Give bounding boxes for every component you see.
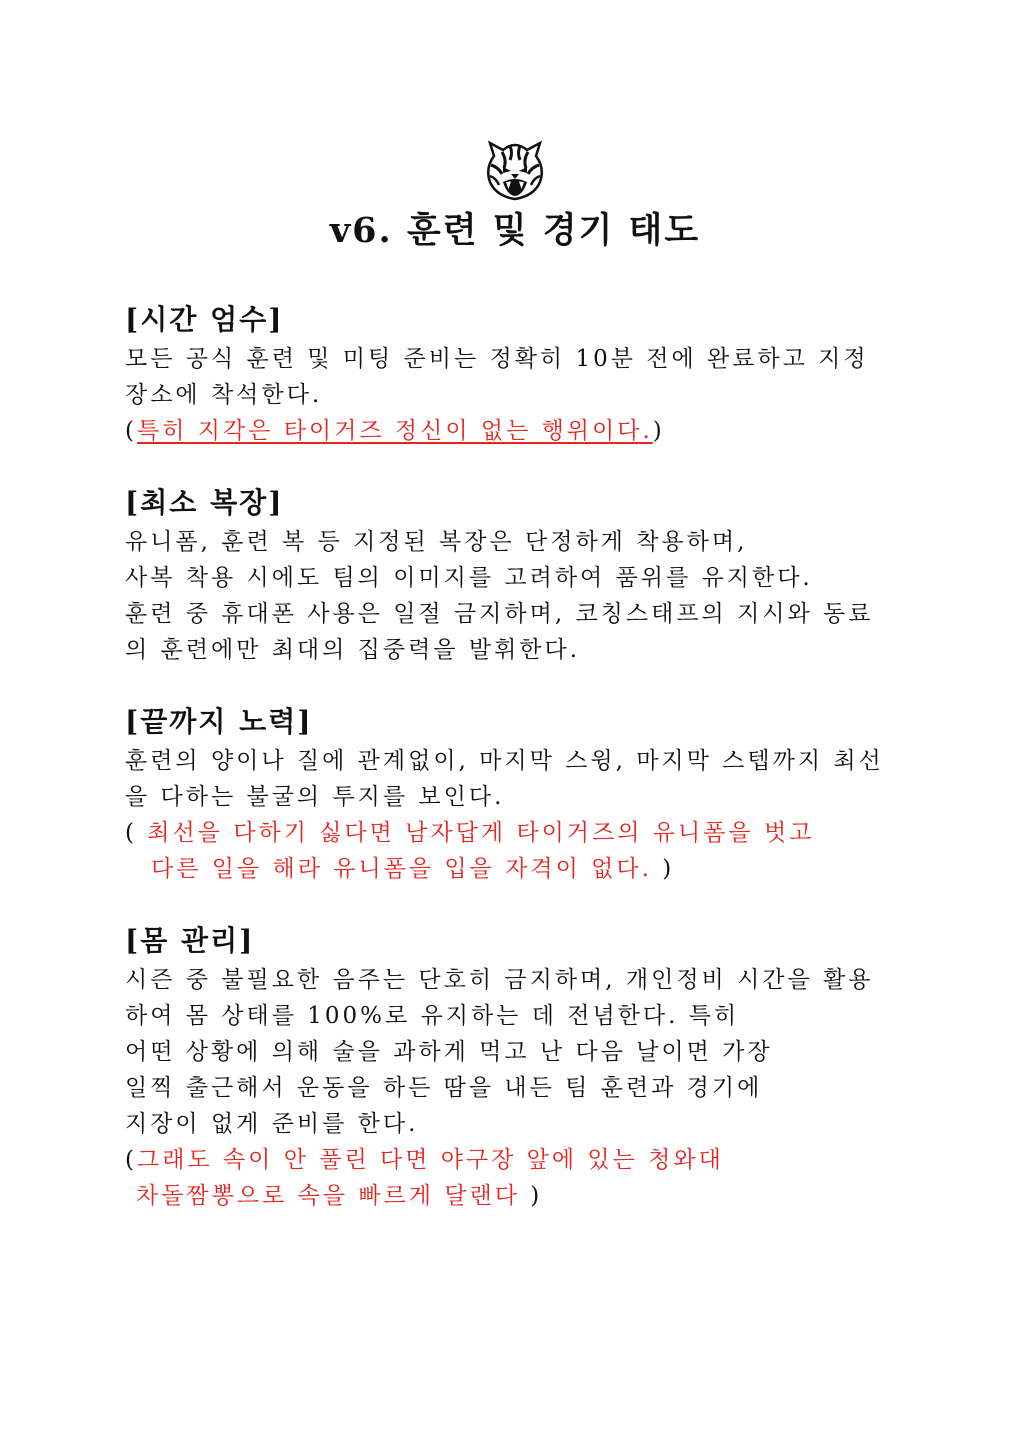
note-line: [125, 413, 1005, 449]
section-line: 유니폼, 훈련 복 등 지정된 복장은 단정하게 착용하며,: [125, 529, 748, 555]
section-line: 장소에 착석한다.: [125, 382, 323, 408]
section-line: 훈련의 양이나 질에 관계없이, 마지막 스윙, 마지막 스텝까지 최선: [125, 748, 884, 774]
note-text: 차돌짬뽕으로 속을 빠르게 달랜다: [136, 1183, 520, 1209]
section-line: 을 다하는 불굴의 투지를 보인다.: [125, 784, 505, 810]
section-line: 훈련 중 휴대폰 사용은 일절 금지하며, 코칭스태프의 지시와 동료: [125, 601, 874, 627]
note-text: 그래도 속이 안 풀린 다면 야구장 앞에 있는 청와대: [136, 1147, 724, 1173]
section-heading: [몸 관리]: [125, 924, 255, 957]
note-line: [125, 1178, 1005, 1214]
section-punctuality: [125, 299, 1005, 449]
tiger-head-icon: [482, 138, 548, 202]
section-heading: [최소 복장]: [125, 486, 284, 519]
section-line: 일찍 출근해서 운동을 하든 땀을 내든 팀 훈련과 경기에: [125, 1075, 763, 1101]
section-line: 지장이 없게 준비를 한다.: [125, 1111, 419, 1137]
note-text: 다른 일을 해라 유니폼을 입을 자격이 없다.: [151, 856, 652, 882]
section-heading: [끝까지 노력]: [125, 705, 313, 738]
note-line: [125, 851, 1005, 887]
note-close-paren: ): [520, 1183, 543, 1209]
section-line: 사복 착용 시에도 팀의 이미지를 고려하여 품위를 유지한다.: [125, 565, 813, 591]
note-line: [125, 1142, 1005, 1178]
section-line: 어떤 상황에 의해 술을 과하게 먹고 난 다음 날이면 가장: [125, 1039, 773, 1065]
section-effort: [125, 701, 1005, 887]
note-text: 특히 지각은 타이거즈 정신이 없는 행위이다.: [136, 418, 653, 444]
section-heading: [시간 엄수]: [125, 303, 284, 336]
tiger-logo-graphic: [482, 138, 548, 202]
note-text: 최선을 다하기 싫다면 남자답게 타이거즈의 유니폼을 벗고: [147, 820, 815, 846]
note-open-paren: (: [125, 418, 137, 444]
section-line: 의 훈련에만 최대의 집중력을 발휘한다.: [125, 637, 581, 663]
section-line: 시즌 중 불필요한 음주는 단호히 금지하며, 개인정비 시간을 활용: [125, 967, 874, 993]
section-dress-code: [125, 482, 1005, 668]
note-line: [125, 815, 1005, 851]
note-close-paren: ): [651, 856, 675, 882]
section-body-care: [125, 920, 1005, 1214]
document-body: [125, 299, 1005, 1214]
page-title: v6. 훈련 및 경기 태도: [329, 210, 701, 251]
note-close-paren: ): [652, 418, 665, 444]
section-line: 모든 공식 훈련 및 미팅 준비는 정확히 10분 전에 완료하고 지정: [125, 346, 869, 372]
section-line: 하여 몸 상태를 100%로 유지하는 데 전념한다. 특히: [125, 1003, 740, 1029]
note-open-paren: (: [125, 1147, 137, 1173]
note-open-paren: (: [125, 820, 148, 846]
